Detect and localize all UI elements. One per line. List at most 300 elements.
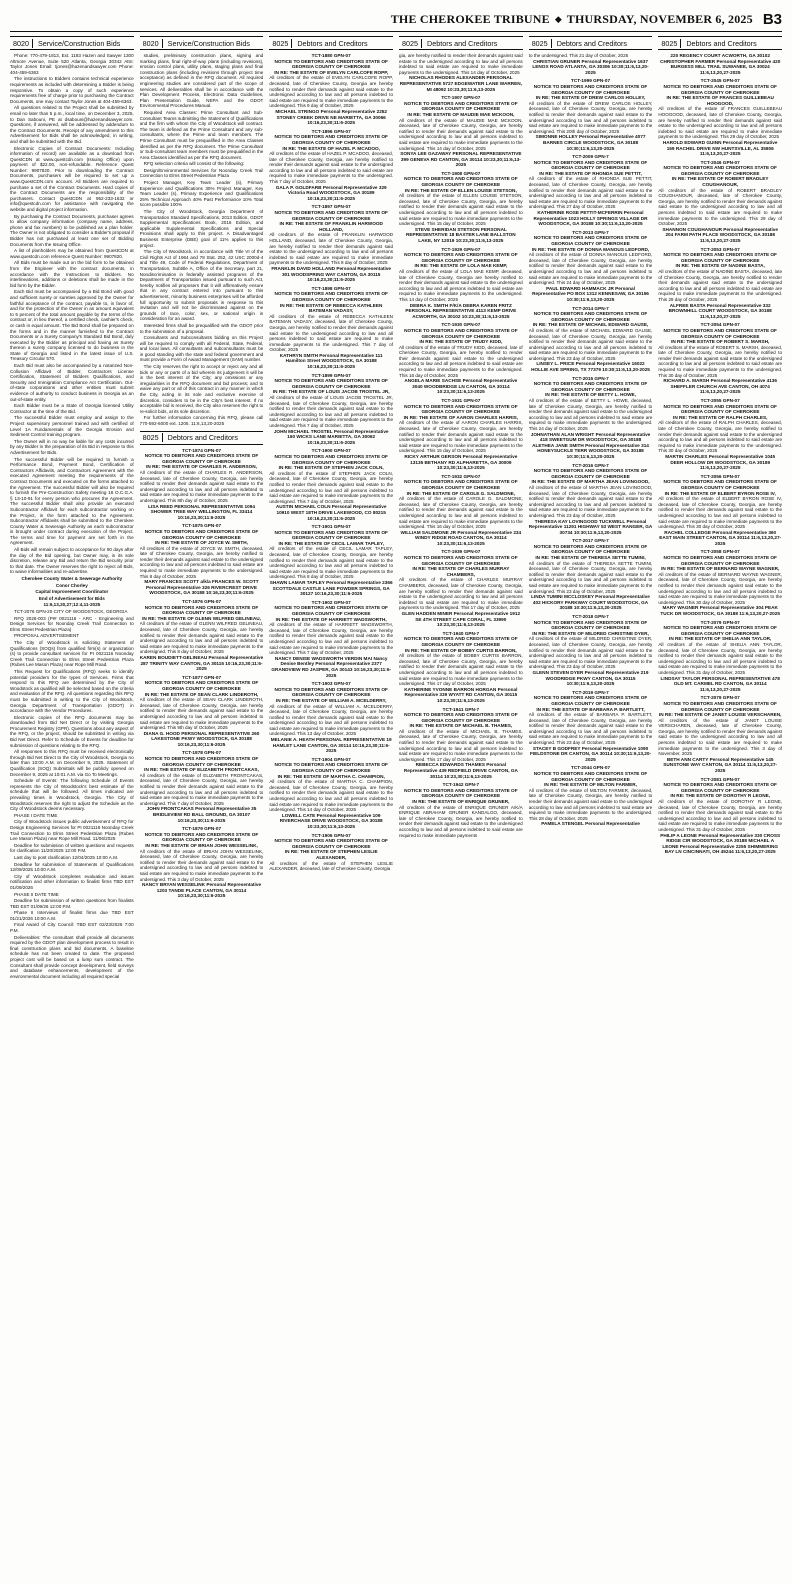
notice-heading: NOTICE TO DEBTORS AND CREDITORS STATE OF GEORGIA COUNTY OF CHEROKEE: [533, 695, 648, 706]
notice-list: [269, 53, 393, 872]
notice-heading: NOTICE TO DEBTORS AND CREDITORS STATE OF GEORGIA COUNTY OF CHEROKEE: [144, 453, 259, 464]
estate-notice: [269, 833, 393, 872]
estate-notice: [269, 757, 393, 830]
notice-reference: TCT-1930 GPN-07: [441, 322, 481, 328]
notice-body: All creditors of the estate of RHONDA SUE PETTIT, deceased, late of Cherokee County, Georgia, are hereby notified to render their demands against said estate to the undersigned according to law and all persons indebted to said estate are required to make immediate payments to the undersigned. This 27 day of October, 2025: [528, 176, 653, 210]
notice-reference: TCT-1879 GPN-07: [181, 826, 222, 832]
paragraph: By purchasing the Contract Documents, purchaser agrees to allow company information (company name, address, phone and fax numbers) to be published as a plan holder. The Owner is not obligated to consider a Bidder's proposal if Bidder has not purchased at least one set of Bidding Documents from the Issuing Office.: [10, 213, 134, 247]
column-6: [658, 36, 782, 1578]
estate-notice: [658, 695, 782, 773]
notice-heading: NOTICE TO DEBTORS AND CREDITORS STATE OF GEORGIA COUNTY OF CHEROKEE: [274, 838, 388, 849]
notice-body: All creditors of the estate of RALPH CHARLES, deceased, late of Cherokee County, Georgia, are hereby notified to render their demands against said estate to the undersigned according to law and all persons indebted to said estate are required to make immediate payments to the undersigned. This 30 day of October, 2025: [658, 420, 783, 454]
notice-heading: NOTICE TO DEBTORS AND CREDITORS STATE OF GEORGIA COUNTY OF CHEROKEE: [274, 605, 388, 616]
estate-name: IN RE: THE ESTATE OF STEPHEN JACK COLN,: [278, 465, 384, 471]
notice-reference: TCT-2013 GPN-7: [572, 229, 609, 235]
notice-reference: TCT-2045 GPN-07: [700, 78, 740, 84]
paragraph: Electronic copies of the RFQ documents may be downloaded from Bid Net Direct or by visiting Georgia Procurement Registry (GPR). Questions about any aspect of the RFQ, or the project, should be submitted in writing via Bid Net Direct. Refer to Schedule of Events for deadline for submission of questions relating to the RFQ.: [10, 714, 134, 748]
estate-notice: [140, 750, 264, 823]
paragraph: Cherokee County Water & Sewerage Authority: [21, 576, 123, 582]
notice-heading: NOTICE TO DEBTORS AND CREDITORS STATE OF GEORGIA COUNTY OF CHEROKEE: [404, 403, 518, 415]
bid-advertisement: [10, 53, 134, 575]
notice-body: All creditors of the estate of MICHAEL EDWARD GAUSE, deceased, late of Cherokee County, Georgia, are hereby notified to render their demands against said estate to the undersigned according to law and all persons indebted to said estate are required to make immediate payments to the undersigned. This 23 day of October, 2025: [528, 327, 653, 361]
paragraph: All responses to this RFQ must be received electronically through Bid Net Direct to the City of Woodstock, Georgia no later than 10:00 A.M. on December 9, 2025. Statement of Qualification (SOQ) Submittals will be publicly opened on December 9, 2025 at 10:01 A.M. via Go To Meetings.: [10, 749, 134, 777]
notice-body: All creditors of the estate of CHARLES R. ANDERSON, deceased, late of Cherokee County, Georgia, are hereby notified to render their demands against said estate to the undersigned according to law and all persons indebted to said estate are required to make immediate payments to the undersigned. This 8th day of October, 2025: [139, 469, 264, 503]
paragraph: Deliverables: The consultant shall provide all documents required by the GDOT plan development process to result in final construction plans and bid documents. A baseline schedule has not been created to date. The proposed project cost will be based on a lump sum contract. The Consultant shall provide concept development, field surveys and database enhancements, development of the environmental document including all required special: [10, 934, 134, 979]
section-code: 8025: [529, 39, 552, 48]
notice-reference: TCT-1906 GPN-07: [311, 832, 351, 838]
paragraph: A list of planholders may be obtained from QuestCDN at www.questcdn.com reference Quest Number: 9907820.: [10, 248, 134, 259]
column-1: [10, 36, 134, 1578]
notice-body: All creditors of the estate of CHARLES MURRAY CHAMBERS, deceased, late of Cherokee County, Georgia, are hereby notified to render their demands against said estate to the undersigned according to law and all persons indebted to said estate are required to make immediate payments to the undersigned. This 17 day of October, 2025: [399, 577, 523, 611]
notice-reference: TCT-1904 GPN-07: [311, 756, 351, 762]
notice-heading: NOTICE TO DEBTORS AND CREDITORS STATE OF GEORGIA COUNTY OF CHEROKEE: [663, 782, 777, 793]
notice-body: gia, are hereby notified to render their demands against said estate to the undersigned according to law and all persons indebted to said estate are required to make immediate payments to the undersigned. This 14 day of October, 2025: [399, 53, 523, 75]
estate-notice: [140, 523, 264, 596]
estate-notice: [269, 373, 393, 446]
notice-reference: TCT-1902 GPN-07: [311, 599, 351, 605]
representative-signature: GLEN HADDEN MINER Personal Representative 1912 SE 4TH STREET CAPE CORAL, FL 33990 10:23,30;11:6,13-2025: [401, 611, 521, 628]
notice-heading: NOTICE TO DEBTORS AND CREDITORS STATE OF GEORGIA COUNTY OF CHEROKEE: [663, 83, 777, 95]
notice-body: All creditors of the estate of SEAN CLARK LINDEROTH, deceased, late of Cherokee County, Georgia, are hereby notified to render their demands against said estate to the undersigned according to law and all persons indebted to said estate are required to make immediate payments to the undersigned. This 9th day of October, 2025: [139, 697, 264, 731]
estate-notice: [658, 322, 782, 395]
estate-notice: [399, 53, 523, 92]
representative-signature: AUSTIN MICHAEL COLN Personal Representative 10910 WEST 18TH DRIVE LAKEWOOD, CO 80215 10:16,23,30;11:6-2025: [275, 504, 387, 521]
section-header: [269, 36, 393, 50]
estate-name: IN RE: THE ESTATE OF THERESA SETTE TUMINI,: [535, 555, 646, 561]
notice-heading: NOTICE TO DEBTORS AND CREDITORS STATE OF GEORGIA COUNTY OF CHEROKEE: [533, 235, 648, 246]
estate-notice: [658, 398, 782, 471]
estate-name: IN RE: THE ESTATE OF MAUDIE MAE MCKOON,: [407, 111, 515, 117]
estate-name: IN RE: THE ESTATE OF EVELYN CARLCOFE ROPP,: [274, 69, 389, 75]
representative-signature: HAROLD EDWARD GUINN Personal Representative 159 RACHEL DRIVE NW HUNTSVILLE, AL 35806 11:6,13,20,27-2025: [662, 139, 778, 157]
paragraph: Phone: 770-479-1813, Ext. 1183 Hazen and Sawyer 1300 Altmore Avenue, Suite 520 Atlanta, Georgia 30342 Attn: Taylor Jones Email: tjones@hazenandsawyer.com Phone: 404-459-6363: [10, 53, 134, 75]
notice-heading: NOTICE TO DEBTORS AND CREDITORS STATE OF GEORGIA COUNTY OF CHEROKEE: [663, 479, 777, 490]
paragraph: Deadline for submission of written questions and requests for clarification 11/20/2025 12:00 P.M.: [10, 842, 134, 854]
notice-heading: NOTICE TO DEBTORS AND CREDITORS STATE OF GEORGIA COUNTY OF CHEROKEE: [274, 134, 388, 145]
notice-body: All creditors of the estate of CECIL LAMAR TAPLEY, deceased, late of Cherokee County, Georgia, are hereby notified to render their demands against said estate to the undersigned according to law and all persons indebted to said estate are required to make immediate payments to the undersigned. This 8 day of October, 2025: [269, 546, 394, 580]
paragraph: The successful Bidder will be required to furnish a Performance Bond, Payment Bond, Certification of Contractors Affidavits, and Contractors Agreement with the executed Agreement meeting the requirements of the Contract Documents and executed on the forms attached to the Agreement. The successful Bidder will also be required to furnish the Pre-Construction Safety meeting 16 O.C.G.A. § 13-10-91 for every person who procures the Agreement. The successful Bidder shall also provide an executed Subcontractor Affidavit for each subcontractor working on the Project, in the form attached to the Agreement. Subcontractor Affidavits shall be submitted to the Cherokee County Water & Sewerage Authority as each subcontractor is brought under contract during execution of the Project. The terms and time for payment are set forth in the Agreement.: [10, 456, 134, 546]
notice-heading: NOTICE TO DEBTORS AND CREDITORS STATE OF GEORGIA COUNTY OF CHEROKEE: [274, 378, 388, 389]
representative-signature: WILLIAM SALDMONE JR Personal Representative 234 WINDY RIDGE ROAD CANTON, GA 30114 10:23,30;11:6,13-2025: [400, 529, 522, 546]
notice-body: All creditors of the estate of MAUDIE MAE MCKOON, deceased, late of Cherokee County, Georgia, are hereby notified to render their demands against said estate to the undersigned according to law and all persons indebted to said estate are required to make immediate payments to the undersigned. This 14 day of October, 2025: [399, 117, 523, 151]
paragraph: The Owner will in no way be liable for any costs incurred by any Bidder in the preparation of its Bid in response to this Advertisement for Bids.: [10, 438, 134, 455]
estate-notice: [399, 474, 523, 547]
estate-notice: [658, 78, 782, 156]
notice-heading: NOTICE TO DEBTORS AND CREDITORS STATE OF GEORGIA COUNTY OF CHEROKEE: [663, 165, 777, 176]
estate-notice: [399, 95, 523, 168]
notice-body: All creditors of the estate of ELBERT BYRON ROSE IV, deceased, late of Cherokee County, Georgia, are hereby notified to render their demands against said estate to the undersigned according to law and all persons indebted to said estate are required to make immediate payments to the undersigned. This 30 day of October, 2025: [658, 496, 783, 530]
estate-name: IN RE: THE ESTATE OF BERNARD WAYNE WAGNER,: [661, 566, 780, 572]
notice-heading: NOTICE TO DEBTORS AND CREDITORS STATE OF GEORGIA COUNTY OF CHEROKEE: [404, 712, 518, 723]
notice-reference: TCT-1901 GPN-07: [311, 524, 351, 530]
paragraph: City of Woodstock completes evaluation and issues notification and other information to finalist firms TBD EST 01/09/2026: [10, 873, 134, 890]
paragraph: Capital Improvement Coordinator: [35, 589, 109, 595]
notice-heading: NOTICE TO DEBTORS AND CREDITORS STATE OF GEORGIA COUNTY OF CHEROKEE: [663, 252, 777, 263]
section-category: Service/Construction Bids: [38, 38, 121, 48]
paragraph: The successful Bidder must employ and assign to the Project supervisory personnel trained and with certified of Level 1A Fundamentals of the Georgia Erosion and Sediment Control training program.: [10, 415, 134, 438]
paragraph: All Bids must be made out on the bid form to be obtained from the Engineer with the contract documents, in accordance with the Instructions to Bidders. No interlineations, additions or deletions shall be made in the bid form by the Bidder.: [10, 260, 134, 288]
representative-signature: ANGELA MARIE SACHSE Personal Representative 3040 WOODBRIDGE LN CANTON, GA 30114 10:23,30;11:6,13-2025: [404, 378, 518, 395]
notice-body: All creditors of the estate of MARTHA JEAN LOVINGOOD, deceased, late of Cherokee County, Georgia, are hereby notified to render their demands against said estate to the undersigned according to law and all persons indebted to said estate are required to make immediate payments to the undersigned. This 23 day of October, 2025: [528, 484, 653, 518]
estate-name: IN RE: THE ESTATE OF RALPH CHARLES,: [673, 414, 768, 420]
estate-name: IN RE: THE ESTATE OF ENRIQUE GRUNER,: [412, 799, 510, 804]
estate-notice: [140, 448, 264, 521]
notice-reference: TCT-1900 GPN-07: [311, 448, 351, 454]
estate-notice: [529, 306, 653, 373]
estate-notice: [658, 777, 782, 855]
section-header: [529, 36, 653, 50]
notice-reference: TCT-2055 GPN-07: [700, 398, 740, 404]
estate-name: IN RE: THE ESTATE OF NADINE BASTA,: [675, 263, 765, 269]
section-code: 8025: [269, 39, 292, 48]
estate-name: IN RE: THE ESTATE OF DREW CARLOS HOLLEY,: [535, 95, 646, 101]
notice-heading: NOTICE TO DEBTORS AND CREDITORS STATE OF GEORGIA COUNTY OF CHEROKEE: [663, 555, 777, 566]
estate-notice: [529, 463, 653, 536]
representative-signature: LINSEY L. PRICE Personal Representative 16022 HOLLIE AVE SPRING, TX 77379 10:30;11:6,13,20-2025: [531, 361, 650, 373]
section-code: 8025: [658, 39, 681, 48]
estate-name: IN RE: THE ESTATE OF ELBERT BYRON ROSE IV,: [664, 490, 776, 496]
estate-notice: [529, 53, 653, 75]
paragraph: Final Award of City Council: TBD EST 02/23/2026 7:00 P.M.: [10, 922, 134, 934]
notice-reference: TCT-1896 GPN-07: [311, 128, 351, 134]
notice-reference: TCT-1903 GPN-07: [311, 681, 351, 687]
notice-heading: NOTICE TO DEBTORS AND CREDITORS STATE OF GEORGIA COUNTY OF CHEROKEE: [404, 100, 518, 112]
notice-body: All creditors of the estate of STEPHEN LESLIE ALEXANDER, deceased, late of Cherokee County, Georgia: [269, 860, 394, 872]
paragraph: TCT-2076 GPN-20 CITY OF WOODSTOCK, GEORGIA: [14, 609, 128, 614]
column-4: [399, 36, 523, 1578]
notice-heading: NOTICE TO DEBTORS AND CREDITORS STATE OF GEORGIA COUNTY OF CHEROKEE: [663, 403, 777, 415]
paragraph: City of Woodstock issues public advertisement of RFQ for Design Engineering Services for PI 0021116 Noonday Creek Trail Connection to Elms Street Pedestrian Plaza (Rubes Lee Mason Plaza) near Rope Mill Road. 11/06/2025: [10, 819, 134, 842]
notice-heading: NOTICE TO DEBTORS AND CREDITORS STATE OF GEORGIA COUNTY OF CHEROKEE: [274, 453, 388, 465]
notice-list: [658, 53, 782, 855]
paragraph: 11:6,13,20,27;12:4,11-2025: [43, 602, 101, 608]
section-code: 8025: [399, 39, 422, 48]
estate-notice: [658, 620, 782, 693]
notice-heading: NOTICE TO DEBTORS AND CREDITORS STATE OF GEORGIA COUNTY OF CHEROKEE: [274, 529, 388, 541]
estate-name: IN RE: THE ESTATE OF LOUIS JACOB TROSTEL JR,: [272, 389, 390, 395]
rfq-advertisement: [10, 609, 134, 979]
notice-reference: TCT-2009 GPN-7: [572, 154, 609, 160]
paragraph: The City of Woodstock is soliciting Statement of Qualifications (SOQs) from qualified firm(s) or organization (s) to provide consultant services for PI 0021116 Noonday Creek Trail Connection to Elms Street Pedestrian Plaza (Rubes Lee Mason Plaza) near Rope Mill Road.: [10, 639, 134, 668]
notice-reference: TCT-1942 GPN-7: [442, 782, 480, 788]
rfq-continued: [140, 53, 264, 427]
estate-name: IN RE: THE ESTATE OF ROBERT BRADLEY COUGHANOUR,: [671, 176, 769, 188]
notice-reference: TCT-1897 GPN-07: [311, 204, 351, 210]
representative-signature: PAMELA STENGEL Personal Representative: [541, 821, 640, 827]
paragraph: Schedule of Events: The following Schedule of Events represents the City of Woodstock's best estimate of the schedule that will be followed. All times indicated are prevailing times in Woodstock, Georgia. The City of Woodstock reserves the right to adjust the Schedule as the City of Woodstock deems necessary.: [10, 778, 134, 812]
representative-signature: BETH ANN CARTY Personal Representative 145 SUNSTONE WAY CANTON, GA 30114 11:6,13,20,27-2025: [663, 756, 778, 774]
paragraph: Consultants and Subconsultants bidding on this Project will be required to comply with all Federal, State, Federal, and local laws. All consultants and subconsultants must be in good standing with the state and federal government and must provide a Form of Award Management (SAM) number.: [139, 335, 264, 363]
representative-signature: SONYA LEE GAZAWAY PERSONAL REPRESENTATIVE 399 GENEVA RD CANTON, GA 30114 10:23,30;11:6,13-2025: [400, 151, 522, 168]
paragraph: RFQ selection criteria will consist of the following:: [143, 161, 245, 167]
notice-body: All creditors of the estate of JOYCE W. SMITH, deceased, late of Cherokee County, Georgia, are hereby notified to render their demands against said estate to the undersigned according to law and all persons indebted to said estate are required to make immediate payments to the undersigned. This 8 day of October, 2025: [139, 545, 264, 579]
notice-body: All creditors of the estate of MICHAEL B. THAMES, deceased, late of Cherokee County, Georgia, are hereby notified to render their demands against said estate to the undersigned according to law and all persons indebted to said estate are required to make immediate payments to the undersigned. This 17 day of October, 2025: [399, 728, 523, 762]
representative-signature: JOHNATHAN ALAN WRIGHT Personal Representative 418 SWEETGUM DR WOODSTOCK, GA 30188 ALETHEA JANE SMITH Personal Representative 314 HONEYSUCKLE TERR WOODSTOCK, GA 30188 10:30;11:6,13,20-2025: [530, 431, 651, 459]
notice-body: All creditors of the estate of HARRIETT WADSWORTH, deceased, late of Cherokee County, Georgia, are hereby notified to render their demands against said estate to the undersigned according to law and all persons indebted to said estate are required to make immediate payments to the undersigned. This 7 day of October, 2025: [269, 622, 394, 656]
diamond-separator-icon: ◆: [554, 14, 562, 24]
estate-notice: [529, 765, 653, 827]
section-code: 8025: [140, 433, 163, 442]
notice-body: All creditors of the estate of AARON CHARLES HARRIS, deceased, late of Cherokee County, Georgia, are hereby notified to render their demands against said estate to the undersigned according to law and all persons indebted to said estate are required to make immediate payments to the undersigned. This 15 day of October, 2025: [399, 420, 523, 454]
notice-heading: NOTICE TO DEBTORS AND CREDITORS STATE OF GEORGIA COUNTY OF CHEROKEE: [533, 311, 648, 322]
estate-notice: [269, 129, 393, 202]
paragraph: PHASE II DATE TIME: [14, 891, 59, 897]
representative-signature: MELANIE A. HEATH PERSONAL REPRESENTATIVE 19 HAMLET LANE CANTON, GA 30114 10:16,23,30;11:6-2025: [270, 737, 392, 754]
estate-notice: [140, 826, 264, 899]
estate-notice: [399, 549, 523, 627]
notice-body: All creditors of the estate of THERESA SETTE TUMINI, deceased, late of Cherokee County, Georgia, are hereby notified to render their demands against said estate to the undersigned according to law and all persons indebted to said estate are required to make immediate payments to the undersigned. This 23 day of October, 2025: [528, 560, 653, 594]
representative-signature: KAREN BOUDIETT-GELINEAU Personal Representative 287 TRINITY WAY CANTON, GA 30115 10:16,23,30;11:6-2025: [139, 654, 264, 672]
column-3: [269, 36, 393, 1578]
notice-body: All creditors of the estate of HAZEL P. MCADOO, deceased, late of Cherokee County, Georgia, are hereby notified to render their demands against said estate to the undersigned according to law and all persons indebted to said estate are required to make immediate payments to the undersigned. This 7 day of October, 2025: [269, 151, 394, 185]
estate-name: IN RE: THE ESTATE OF SHELIA ANN TAYLOR,: [669, 636, 772, 642]
notice-body: All creditors of the estate of BERNARD WAYNE WAGNER, deceased, late of Cherokee County, Georgia, are hereby notified to render their demands against said estate to the undersigned according to law and all persons indebted to said estate are required to make immediate payments to the undersigned. This 30 day of October, 2025: [658, 571, 783, 605]
paragraph: RFQ 2026-003 (PI# 0021116 - ARC - Engineering and Design Services for Noonday Creek Trail Connection to Elms Street Pedestrian Plaza): [10, 615, 134, 632]
notice-reference: TCT-1941 GPN-7: [442, 706, 480, 712]
notice-reference: TCT-2079 GPN-07: [700, 695, 740, 701]
paragraph: Conor Chorley: [55, 582, 88, 588]
section-header: [140, 36, 264, 50]
notice-heading: NOTICE TO DEBTORS AND CREDITORS STATE OF GEORGIA COUNTY OF CHEROKEE: [274, 58, 388, 70]
newspaper-title: THE CHEROKEE TRIBUNE: [390, 12, 550, 26]
notice-reference: TCT-1878 GPN-07: [181, 750, 222, 756]
representative-signature: MARTIN CHARLES Personal Representative 1045 DEER HOLLOW DR WOODSTOCK, GA 30189 11:6,13,20,27-2025: [665, 453, 776, 471]
column-2: [140, 36, 264, 1578]
estate-notice: [399, 171, 523, 244]
notice-body: to the undersigned. This 21 day of October, 2025: [528, 53, 629, 58]
paragraph: The City reserves the right to accept or reject any and all bids or any or parts of a bid wherein its judgement it will be in the best interest of the City; any omissions or any irregularities in the RFQ document and bid process; and to waive any part or all of this contract in any manner in which the City, acting in its sole and exclusive exercise of discretion, considers to be in the City's best interest. If no acceptable bid is received, the City also reserves the right to re-solicit bids, at its sole discretion.: [139, 364, 264, 414]
representative-signature: REBECCA EDWARDS THAMES Personal Representative 439 REDFIELD DRIVE CANTON, GA 30114 10:23,30;11:6,13-2025: [403, 762, 518, 779]
representative-signature: KATHERINE YVONNE BARRON HORGAN Personal Representative 339 WYATT RD CANTON, GA 30115 10:23,30;11:6,13-2025: [404, 686, 518, 703]
estate-notice: [269, 204, 393, 282]
notice-reference: TCT-1876 GPN-07: [181, 599, 222, 605]
estate-notice: [140, 599, 264, 672]
estate-name: IN RE: THE ESTATE OF LOLA MAE KEMP,: [414, 263, 508, 269]
paragraph: The City of Woodstock, Georgia Department of Transportation Standard Specifications, 2013 Edition, GDOT Supplemental Specifications Book, 2016 Edition, and applicable Supplemental Specifications and Special Provisions shall apply to this project. A Disadvantaged Business Enterprise (DBE) goal of 11% applies to this project.: [139, 209, 264, 248]
paragraph: Design/Environmental Services for Noonday Creek Trail Connection to Elms Street Pedestrian Plaza: [139, 167, 264, 179]
notice-heading: NOTICE TO DEBTORS AND CREDITORS STATE OF GEORGIA COUNTY OF CHEROKEE: [663, 700, 777, 712]
notice-reference: TCT-2018 GPN-7: [572, 614, 609, 619]
paragraph: Last day to post clarification 12/04/2025 10:00 A.M.: [14, 854, 119, 860]
notice-body: All creditors of the estate of MILDRED CHRISTINE DYER, deceased, late of Cherokee County, Georgia, are hereby notified to render their demands against said estate to the undersigned according to law and all persons indebted to said estate are required to make immediate payments to the undersigned. This 23 day of October, 2025: [528, 636, 653, 670]
representative-signature: LISA REED PERSONAL REPRESENTATIVE 1094 SHOWER TREE WAY WELLINGTON, FL 33414 10:16,23,30;11:6-2025: [148, 503, 255, 520]
representative-signature: STEVE SHERIDAN STETSON PERSONAL REPRESENTATIVE 18 BAXTER LANE BALLSTON LAKE, NY 12019 10:23,30;11:6,13-2025: [406, 226, 516, 243]
notice-body: All creditors of the estate of FRANKLIN HARWOOD HOLLAND, deceased, late of Cherokee County, Georgia, are hereby notified to render their demands against said estate to the undersigned according to law and all persons indebted to said estate are required to make immediate payments to the undersigned. This 8 day of October, 2025: [269, 232, 394, 266]
notice-body: All creditors of the estate of JANET LOUISE VERSCHAREN, deceased, late of Cherokee County, Georgia, are hereby notified to render their demands against said estate to the undersigned according to law and all persons indebted to said estate are required to make immediate payments to the undersigned. This 3 day of November, 2025: [658, 717, 783, 757]
notice-body: All creditors of the estate of MILTON FARMER, deceased, late of Cherokee County, Georgia, are hereby notified to render their demands against said estate to the undersigned according to law and all persons indebted to said estate are required to make immediate payments to the undersigned. This 28 day of October, 2025: [528, 787, 653, 821]
notice-heading: NOTICE TO DEBTORS AND CREDITORS STATE OF GEORGIA COUNTY OF CHEROKEE: [404, 555, 518, 566]
paragraph: Deadline for submission of written questions from finalists TBD EST 01/09/26 12:00 P.M.: [10, 898, 134, 909]
notice-reference: TCT-1880 GPN-07: [311, 53, 351, 58]
estate-notice: [529, 690, 653, 763]
estate-notice: [658, 247, 782, 320]
estate-notice: [269, 524, 393, 597]
notice-heading: NOTICE TO DEBTORS AND CREDITORS STATE OF GEORGIA COUNTY OF CHEROKEE: [404, 327, 518, 339]
estate-name: IN RE: THE ESTATE OF AARON CHARLES HARRIS,: [403, 414, 519, 420]
paragraph: Electronic Copies of Contract Documents: Including information of record) are available as a download from QuestCDN at www.questcdn.com (Issuing Office) upon payment of $22.00, non-refundable. Reference Quest Number: 9907820. Prior to downloading the Contract Documents, purchasers will be required to set up a www.QuestCDN.com account. All Bidders are required to purchase a set of the Contract Documents. Hard copies of the Contract Documents are the responsibility of the purchasers. Contact QuestCDN at 952-233-1632 or info@questcdn.com for assistance with navigating the website and digital project information.: [10, 145, 134, 213]
estate-notice: [399, 398, 523, 471]
notice-reference: TCT-1877 GPN-07: [181, 674, 222, 680]
estate-name: IN RE: THE ESTATE OF FRANKLIN HARWOOD HOLLAND,: [279, 221, 383, 232]
notice-heading: NOTICE TO DEBTORS AND CREDITORS STATE OF GEORGIA COUNTY OF CHEROKEE: [663, 625, 777, 636]
notice-list: [529, 53, 653, 827]
notice-body: All creditors of the estate of STEPHEN JACK COLN, deceased, late of Cherokee County, Georgia, are hereby notified to render their demands against said estate to the undersigned according to law and all persons indebted to said estate are required to make immediate payments to the undersigned. This 7 day of October, 2025: [269, 470, 394, 504]
notice-heading: NOTICE TO DEBTORS AND CREDITORS STATE OF GEORGIA COUNTY OF CHEROKEE: [533, 619, 648, 631]
notice-body: All creditors of the estate of BARBARA P. BARTLETT, deceased, late of Cherokee County, Georgia, are hereby notified to render their demands against said estate to the undersigned according to law and all persons indebted to said estate are required to make immediate payments to the undersigned. This 23 day of October, 2025: [528, 712, 653, 746]
paragraph: Project Manager, Key Team Leader (s), Primary Experience and Qualifications 30% Project Manager, Key Team Leader (s), Primary Experience and Qualifications 25% Technical Approach 40% Past Performance 10% Total score possible 100%: [139, 180, 264, 208]
representative-signature: SHANNON COUGHANOUR Personal Representative 204 FARM PATH PLACE WOODSTOCK, GA 30188 11:6,13,20,27-2025: [662, 226, 779, 243]
paragraph: For further information concerning this RFQ, please call 770-592-6000 ext. 1205. 11:6,13,20-2025: [139, 415, 264, 426]
section-category: Debtors and Creditors: [686, 38, 757, 48]
representative-signature: LINDA TUMINI MCCLOSKEY Personal Representative 402 HICKORY PARKWAY COURT WOODSTOCK, GA 30188 10:30;11:6,13,20-2025: [531, 594, 650, 611]
notice-reference: TCT-1874 GPN-07: [181, 447, 222, 453]
representative-signature: LINDSAY TAYLOR PERSONAL REPRESENTATIVE 478 OLD MT. CARMEL RD CANTON, GA 30114 11:6,13,20,27-2025: [660, 675, 780, 692]
notice-body: All creditors of the estate of GLENN WILFRED GELINEAU, deceased, late of Cherokee County, Georgia, are hereby notified to render their demands against said estate to the undersigned according to law and all persons indebted to said estate are required to make immediate payments to the undersigned. This 8 day of October, 2025: [139, 621, 264, 655]
estate-name: IN RE: THE ESTATE OF MARTHA C. CHAMPION,: [277, 773, 385, 779]
estate-name: IN RE: THE ESTATE OF MICHAEL B. THAMES,: [409, 723, 513, 729]
estate-notice: [529, 78, 653, 151]
estate-notice: [399, 707, 523, 780]
section-code: 8020: [140, 39, 163, 48]
notice-heading: NOTICE TO DEBTORS AND CREDITORS STATE OF GEORGIA COUNTY OF CHEROKEE: [404, 479, 518, 490]
representative-signature: MICHAEL STRINGO Personal Representative 2252 STONEY CREEK DRIVE NE MARIETTA, GA 30066 10:16,23,30;11:6-2025: [275, 108, 388, 126]
paragraph: PROPOSAL ADVERTISEMENT: [14, 633, 80, 639]
estate-name: IN RE: THE ESTATE OF MILTON FARMER,: [544, 782, 637, 788]
estate-name: IN RE: THE ESTATE OF GLENN WILFRED GELINEAU,: [142, 615, 261, 621]
section-header: [140, 431, 264, 445]
notice-heading: NOTICE TO DEBTORS AND CREDITORS STATE OF GEORGIA COUNTY OF CHEROKEE: [404, 176, 518, 188]
notice-heading: NOTICE TO DEBTORS AND CREDITORS STATE OF GEORGIA COUNTY OF CHEROKEE: [274, 686, 388, 698]
notice-body: All creditors of the estate of BRIAN JOHN WESSELINK, deceased, late of Cherokee County, Georgia, are hereby notified to render their demands against said estate to the undersigned according to law and all persons indebted to said estate are required to make immediate payments to the undersigned. This 3 day of October, 2025: [139, 848, 264, 882]
notice-reference: TCT-1931 GPN-07: [441, 398, 481, 404]
notice-body: All creditors of the estate of SHELIA ANN TAYLOR, deceased, late of Cherokee County, Georgia, are hereby notified to render their demands against said estate to the undersigned according to law and all persons indebted to said estate are required to make immediate payments to the undersigned. This 31 day of October, 2025: [658, 641, 783, 675]
estate-notice: [529, 614, 653, 687]
notice-reference: TCT-1940 GPN-7: [442, 630, 480, 636]
notice-body: All creditors of the estate of EVELYN CARLCOFE ROPP, deceased, late of Cherokee County, Georgia are hereby notified to render their demands against said estate to the undersigned according to law and all persons indebted to said estate are required to make immediate payments to the undersigned. This 9 day of October, 2025: [269, 75, 394, 109]
estate-name: IN RE: THE ESTATE OF ELIZABETH FRONTCAKAS,: [144, 767, 259, 773]
paragraph: All questions related to the Project shall be submitted by email no later than 5 p.m., local time, on December 3, 2025, to Dan Sabouni, PE at dsabouni@hazenandsawyer.com. Questions, if answered, will be addressed by addendum to the Contract Documents. Receipt of any amendment to this Advertisement for Bids shall be acknowledged, in writing, and shall be submitted with the Bid.: [10, 105, 134, 144]
notice-heading: NOTICE TO DEBTORS AND CREDITORS STATE OF GEORGIA COUNTY OF CHEROKEE: [274, 762, 388, 774]
representative-signature: SIMONNE HOLLEY Personal Representative 4077 BARNES CIRCLE WOODSTOCK, GA 30188 10:30;11:6,13,20-2025: [535, 134, 646, 151]
estate-notice: [399, 782, 523, 838]
estate-name: IN RE: THE ESTATE OF SEAN CLARK LINDEROTH,: [144, 691, 259, 697]
estate-name: IN RE: THE ESTATE OF MILDRED CHRISTINE DYER,: [532, 630, 649, 636]
classified-columns: [10, 36, 782, 1578]
notice-reference: TCT-2058 GPN-07: [700, 549, 740, 555]
section-header: [658, 36, 782, 50]
notice-body: All creditors of the estate of WILLIAM A. MCELDERRY, deceased, late of Cherokee County, Georgia, are hereby notified to render their demands against said estate to the undersigned according to law and all persons indebted to said estate are required to make immediate payments to the undersigned. This 13 day of October, 2025: [269, 703, 394, 737]
estate-name: IN RE: THE ESTATE OF JANET LOUISE VERSCHAREN,: [658, 712, 782, 718]
notice-heading: NOTICE TO DEBTORS AND CREDITORS STATE OF GEORGIA COUNTY OF CHEROKEE: [144, 528, 259, 540]
notice-heading: NOTICE TO DEBTORS AND CREDITORS STATE OF GEORGIA COUNTY OF CHEROKEE: [144, 604, 259, 616]
section-header: [399, 36, 523, 50]
notice-body: All creditors of the estate of ELIZABETH FRONTCAKAS, deceased, late of Cherokee County, Georgia, are hereby notified to render their demands against said estate to the undersigned according to law and all persons indebted to said estate are required to make immediate payments to the undersigned. This 7 day of October, 2025: [139, 772, 264, 806]
estate-name: IN RE: THE ESTATE OF CAROLE G. SALDMONE,: [406, 490, 516, 496]
representative-signature: MARY WAGNER Personal Representative 304 PEAK TUCK DR WOODSTOCK, GA 30188 11:6,13,20,27-2025: [660, 605, 780, 616]
notice-body: All creditors of the estate of BETTY L. HOWE, deceased, late of Cherokee County, Georgia, are hereby notified to render their demands against said estate to the undersigned according to law and all persons indebted to said estate are required to make immediate payments to the undersigned. This 24 day of October, 2025: [528, 398, 653, 431]
notice-reference: TCT-1908 GPN-07: [441, 170, 481, 176]
paragraph: The instructions to Bidders contains technical experience requirements as included with determining a Bidder is being responsive. To obtain a copy of such experience requirements free of charge prior to purchasing the Contract Documents, one may contact Taylor Jones at 404-459-6363.: [10, 76, 134, 104]
notice-body: All creditors of the estate of ROBERT BRADLEY COUGHANOUR, deceased, late of Cherokee County, Georgia, are hereby notified to render their demands against said estate to the undersigned according to law and all persons indebted to said estate are required to make immediate payments to the undersigned. This 29 day of October, 2025: [658, 187, 783, 227]
representative-signature: PHILIP A LEONE Personal Representative 330 CROSS RIDGE CIR WOODSTOCK, GA 30188 MICHAEL A LEONE Personal Representative 2255 SHIMMERING BAY LN CINCINNATI, OH 45244 11:6,13,20,27-2025: [660, 832, 781, 855]
representative-signature: DEBRA K. SMITH F/K/A DEBRA KAREN FRITZ PERSONAL REPRESENTATIVE 4113 KEMP DRIVE ACWORTH, GA 30102 10:23,30;11:6,13-2025: [405, 302, 517, 319]
estate-name: IN RE: THE ESTATE OF BRIAN JOHN WESSELINK,: [145, 842, 258, 848]
estate-notice: [529, 230, 653, 303]
notice-reference: TCT-1929 GPN-07: [441, 246, 481, 252]
estate-name: IN RE: THE ESTATE OF DONNA MANOUS LEDFORD,: [531, 246, 650, 252]
notice-body: All creditors of the estate of MARTHA C. CHAMPION, deceased, late of Cherokee County, Georgia, are hereby notified to render their demands against said estate to the undersigned according to law and all persons indebted to said estate are required to make immediate payments to the undersigned. This 14 day of October, 2025: [269, 779, 394, 813]
estate-name: IN RE: THE ESTATE OF BOBBY CURTIS BARRON,: [404, 647, 517, 653]
section-code: 8020: [10, 39, 33, 48]
paragraph: studies, preliminary construction plans, signing and marking plans, final right-of-way plans (including revisions), erosion control plans, utility plans, staging plans and final construction plans (including revisions through project time acceptance) as defined in the RFQ document. All required engineering studies are considered part of the scope of services. All deliverables shall be in accordance with the Plan Development Process, Electronic Data Guidelines, Plan Presentation Guide, NEPA and the GDOT Environmental Procedures Manual.: [139, 53, 264, 109]
notice-list: [140, 448, 264, 899]
paragraph: Each Bid must be accompanied by a Bid Bond with good and sufficient surety or sureties approved by the Owner for faithful acceptance of the contract, payable to, in favor of, and for the protection of the Owner in an amount equivalent to 5 percent of the total amount payable by the terms of the contract or, in lieu thereof, a certified check, cashier's check, or cash in equal amount. The Bid Bond shall be prepared on the forms and in the manner furnished to the Contract Documents or a Surety Company's Standard Bid Bond, duly executed by the Bidder as principal and having as Surety thereon a surety company licensed to do business in the State of Georgia and listed in the latest issue of U.S. Treasury Circular 570.: [10, 289, 134, 362]
notice-heading: NOTICE TO DEBTORS AND CREDITORS STATE OF GEORGIA COUNTY OF CHEROKEE: [404, 787, 518, 799]
notice-body: All creditors of the estate of NADINE BASTA, deceased, late of Cherokee County, Georgia, are hereby notified to render their demands against said estate to the undersigned according to law and all persons indebted to said estate are required to make immediate payments to the undersigned. This 29 day of October, 2025: [658, 268, 783, 302]
estate-notice: [140, 675, 264, 748]
representative-signature: CHRISTIAN GRUNER Personal Representative 1637 LENOX ROAD ATLANTA, GA 30306 10:30;11:6,13,20-2025: [532, 58, 649, 75]
estate-notice: [269, 681, 393, 754]
notice-heading: NOTICE TO DEBTORS AND CREDITORS STATE OF GEORGIA COUNTY OF CHEROKEE: [404, 252, 518, 263]
representative-signature: JOHN MICHAEL TROSTEL Personal Representative 160 WICKS LANE MARIETTA, GA 30062 10:16,23,30;11:6-2025: [273, 428, 389, 445]
notice-reference: TCT-1999 GPN-07: [570, 78, 611, 84]
estate-notice: [529, 538, 653, 611]
notice-reference: TCT-2046 GPN-07: [700, 159, 740, 165]
estate-name: IN RE: THE ESTATE OF HAZEL P. MCADOO,: [282, 145, 380, 151]
notice-heading: NOTICE TO DEBTORS AND CREDITORS STATE OF GEORGIA COUNTY OF CHEROKEE: [533, 83, 648, 95]
notice-body: All creditors of the estate of LOUIS JACOB TROSTEL JR, deceased, late of Cherokee County, Georgia, are hereby notified to render their demands against said estate to the undersigned according to law and all persons indebted to said estate are required to make immediate payments to the undersigned. This 7 day of October, 2025: [269, 395, 394, 428]
representative-signature: STACEY B GODFREY Personal Representative 1090 FIELDSTONE DR CANTON, GA 30114 10:30;11:6,13,20-2025: [529, 745, 652, 762]
estate-notice: [529, 376, 653, 460]
notice-body: All creditors of the estate of DOROTHY R LEONE, deceased, late of Cherokee County, Georgia, are hereby notified to render their demands against said estate to the undersigned according to law and all persons indebted to said estate are required to make immediate payments to the undersigned. This 31 day of October, 2025: [658, 799, 783, 832]
section-category: Debtors and Creditors: [167, 433, 238, 443]
representative-signature: RICKY ARTHUR GERSON Personal Representative 13135 BETHANY RD ALPHARETTA, GA 30009 10:23,30;11:6,13-2025: [404, 453, 518, 471]
notice-heading: NOTICE TO DEBTORS AND CREDITORS STATE OF GEORGIA COUNTY OF CHEROKEE: [533, 543, 648, 555]
notice-heading: NOTICE TO DEBTORS AND CREDITORS STATE OF GEORGIA COUNTY OF CHEROKEE: [144, 756, 259, 767]
notice-body: All creditors of the estate of BOBBY CURTIS BARRON, deceased, late of Cherokee County, Georgia, are hereby notified to render their demands against said estate to the undersigned according to law and all persons indebted to said estate are required to make immediate payments to the undersigned. This 17 day of October, 2025: [399, 653, 523, 687]
notice-heading: NOTICE TO DEBTORS AND CREDITORS STATE OF GEORGIA COUNTY OF CHEROKEE: [533, 771, 648, 782]
notice-body: All creditors of the estate of CAROLE G. SALDMONE, deceased, late of Cherokee County, Georgia, are hereby notified to render their demands against said estate to the undersigned according to law and all persons indebted to said estate are required to make immediate payments to the undersigned. This 16 day of October, 2025: [399, 496, 523, 530]
paragraph: End of Advertisement for Bids: [38, 595, 105, 601]
estate-notice: [529, 154, 653, 227]
paragraph: This Request for Qualifications (RFQ) seeks to identify potential providers for the types of Services. Firms that respond to this RFQ are determined by the City of Woodstock as qualified will be selected based on the criteria and evaluation of the RFQ. All questions regarding this RFQ must be submitted in writing to the City of Woodstock, Georgia Department of Transportation (GDOT) in accordance with the Vendor Procedures.: [10, 668, 134, 714]
representative-signature: GALA P. GOLDFARB Personal Representative 329 Victoria Road WOODSTOCK, GA 30189 10:16,23,30;11:6-2025: [275, 184, 387, 201]
estate-name: IN RE: THE ESTATE OF CHARLES R. ANDERSON,: [146, 464, 257, 470]
estate-notice: [269, 600, 393, 678]
page-header: [10, 8, 782, 32]
estate-notice: [658, 160, 782, 244]
representative-signature: LOWELL CATE Personal Representative 109 RIVERCHASE DRIVE WOODSTOCK, GA 30188 10:23,30;11:6,13-2025: [279, 812, 383, 829]
section-category: Debtors and Creditors: [556, 38, 627, 48]
notice-reference: TCT-2015 GPN-7: [572, 375, 609, 381]
representative-signature: KATHERINE ROSE PETTIT-MCFERRIN Personal Representative 1023 HOLLY SPRINGS VILLAGE DR WOODSTOCK, GA 30188 10:30;11:6,13,20-2025: [533, 210, 648, 227]
estate-name: IN RE: THE ESTATE OF CECIL LAMAR TAPLEY,: [278, 540, 384, 546]
estate-name: IN RE: THE ESTATE OF CHARLES MURRAY CHAMBERS,: [412, 566, 510, 577]
estate-name: IN RE: THE ESTATE OF HARRIETT WADSWORTH,: [275, 616, 387, 622]
representative-signature: MARY FRANCES SCOTT a/k/a FRANCES W. SCOTT Personal Representative 326 RIVERCREST DRIVE WOODSTOCK, GA 30188 10:16,23,30;11:6-2025: [144, 579, 259, 596]
estate-name: IN RE: THE ESTATE OF TRUDY KIDD,: [419, 339, 503, 345]
notice-heading: NOTICE TO DEBTORS AND CREDITORS STATE OF GEORGIA COUNTY OF CHEROKEE: [663, 327, 777, 339]
notice-heading: NOTICE TO DEBTORS AND CREDITORS STATE OF GEORGIA COUNTY OF CHEROKEE: [144, 831, 259, 843]
notice-reference: TCT-2044 GPN-07: [570, 765, 611, 771]
notice-reference: TCT-2081 GPN-07: [700, 776, 740, 782]
notice-body: All creditors of the estate of LOLA MAE KEMP, deceased, late of Cherokee County, Georgia are hereby notified to render their demands against said estate to the undersigned according to law and all persons indebted to said estate are required to make immediate payments to the undersigned. This 14 day of October, 2025: [399, 268, 523, 302]
estate-name: IN RE: THE ESTATE OF MICHAEL EDWARD GAUSE,: [532, 322, 649, 328]
paragraph: The City of Woodstock, in accordance with Title VI of the Civil Rights Act of 1964 and 78 Stat. 252, 42 USC 2000d-4 and Title 49, Code of Federal Regulations, Department of Transportation, Subtitle A, Office of the Secretary, part 21, Nondiscrimination in federally assisted programs of the Department of Transportation issued pursuant to such Act, hereby notifies all proposers that it will affirmatively ensure that in any contract entered into pursuant to this advertisement, minority business enterprises will be afforded full opportunity to submit proposals in response to this invitation and will not be discriminated against on the grounds of race, color, sex, or national origin in consideration for an award.: [139, 249, 264, 322]
representative-signature: GLENN STEVEN DYER Personal Representative 219 WOODRIDGE PKWY CANTON, GA 30115 10:30;11:6,13,20-2025: [532, 669, 649, 687]
estate-name: IN RE: THE ESTATE OF ROBERT S. MARSH,: [671, 339, 770, 345]
representative-signature: ALFREE BASTA Personal Representative 332 BROWNHILL COURT WOODSTOCK, GA 30188 11:6,13,20,27-2025: [668, 302, 772, 319]
